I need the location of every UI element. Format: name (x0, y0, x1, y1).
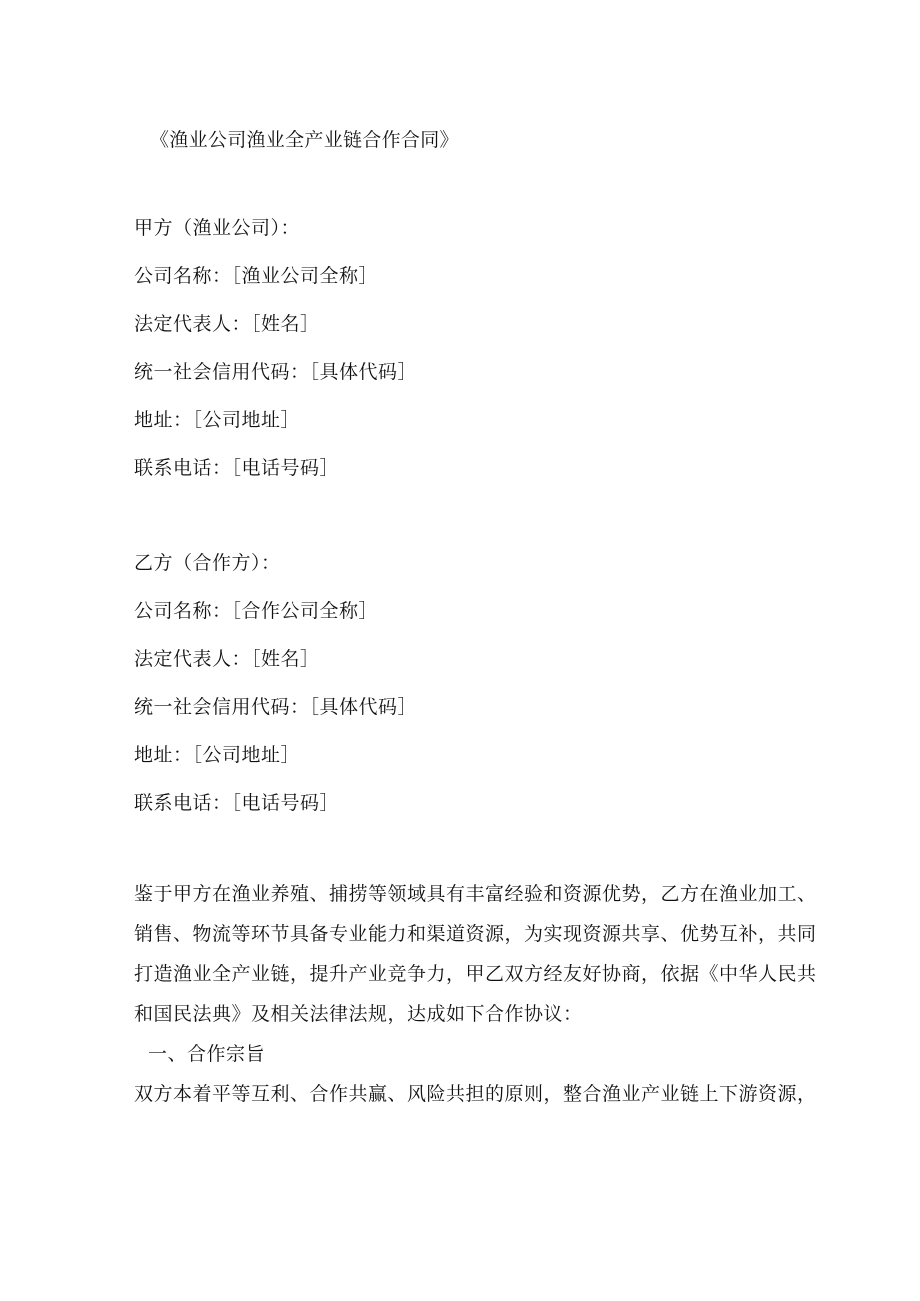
party-a-phone: 联系电话：［电话号码］ (134, 457, 340, 479)
preamble-line-1: 鉴于甲方在渔业养殖、捕捞等领域具有丰富经验和资源优势，乙方在渔业加工、 (134, 883, 817, 905)
party-b-phone: 联系电话：［电话号码］ (134, 792, 340, 814)
section-1-line-1: 双方本着平等互利、合作共赢、风险共担的原则，整合渔业产业链上下游资源， (134, 1083, 817, 1105)
document-title: 《渔业公司渔业全产业链合作合同》 (150, 129, 459, 151)
party-a-legal-rep: 法定代表人：［姓名］ (134, 313, 320, 335)
party-b-legal-rep: 法定代表人：［姓名］ (134, 648, 320, 670)
party-b-address: 地址：［公司地址］ (134, 744, 301, 766)
party-b-company-name: 公司名称：［合作公司全称］ (134, 600, 379, 622)
party-b-header: 乙方（合作方）： (134, 552, 281, 574)
party-a-credit-code: 统一社会信用代码：［具体代码］ (134, 361, 418, 383)
party-a-header: 甲方（渔业公司）： (134, 217, 301, 239)
preamble-line-4: 和国民法典》及相关法律法规，达成如下合作协议： (134, 1003, 583, 1025)
party-b-credit-code: 统一社会信用代码：［具体代码］ (134, 696, 418, 718)
preamble-line-2: 销售、物流等环节具备专业能力和渠道资源，为实现资源共享、优势互补，共同 (134, 923, 817, 945)
section-1-heading: 一、合作宗旨 (148, 1043, 266, 1065)
party-a-company-name: 公司名称：［渔业公司全称］ (134, 265, 379, 287)
preamble-line-3: 打造渔业全产业链，提升产业竞争力，甲乙双方经友好协商，依据《中华人民共 (134, 963, 817, 985)
party-a-address: 地址：［公司地址］ (134, 409, 301, 431)
